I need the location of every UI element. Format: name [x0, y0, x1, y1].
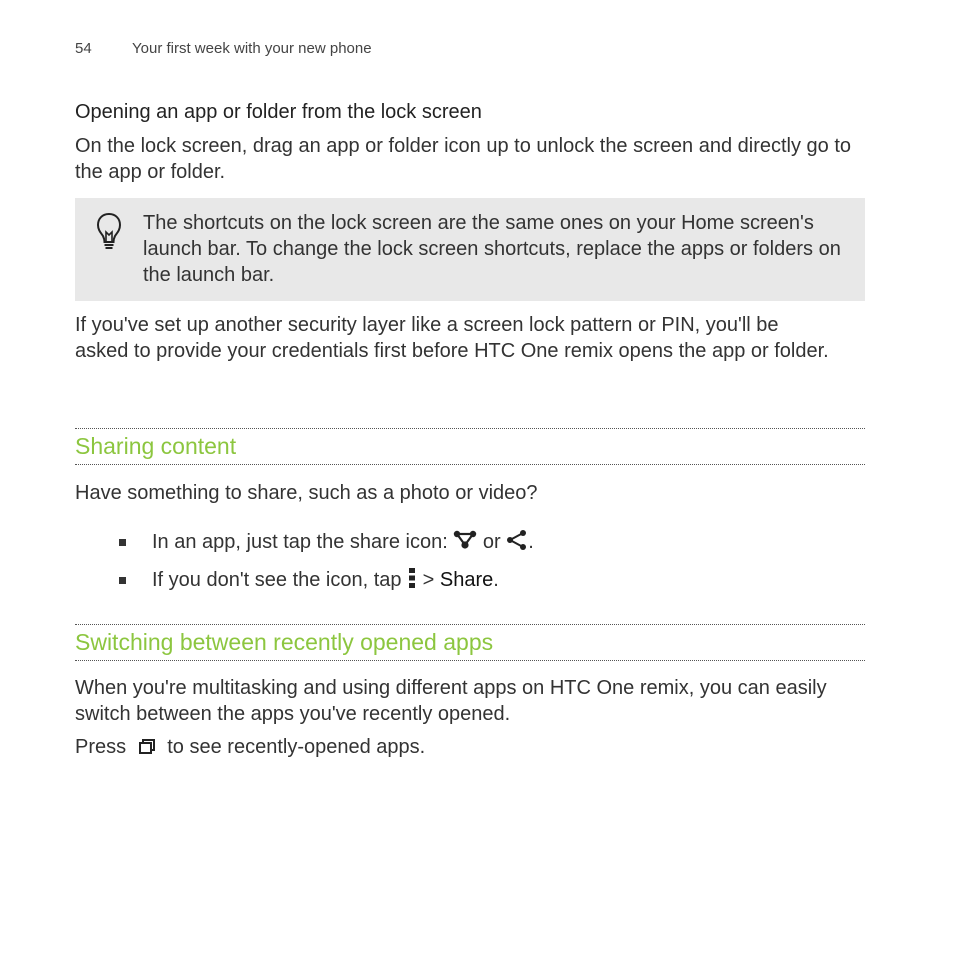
share-icon	[453, 529, 477, 551]
bullet-text: In an app, just tap the share icon:	[152, 531, 448, 553]
tip-text: The shortcuts on the lock screen are the same ones on your Home screen's launch bar. To change the lock screen shortcuts, replace the apps or folders on the launch bar.	[143, 212, 841, 286]
section-divider-bottom	[75, 660, 865, 661]
press-text-end: to see recently-opened apps.	[167, 736, 426, 758]
security-note: If you've set up another security layer like a screen lock pattern or PIN, you'll be asked to provide your credentials first before HTC One remix opens the app or folder.	[75, 314, 829, 362]
bullet-marker	[119, 539, 126, 546]
tip-box	[75, 198, 865, 301]
sharing-intro: Have something to share, such as a photo or video?	[75, 482, 538, 504]
press-text: Press	[75, 736, 127, 758]
section-divider-top	[75, 428, 865, 429]
press-recent-apps	[75, 734, 425, 760]
menu-dots-icon	[407, 567, 417, 589]
page-header	[75, 40, 372, 57]
section-divider-bottom	[75, 464, 865, 465]
lock-screen-intro: On the lock screen, drag an app or folder icon up to unlock the screen and directly go to the app or folder.	[75, 135, 852, 183]
bullet-text-end: .	[528, 531, 534, 553]
bullet-text-gt: >	[422, 569, 435, 591]
bullet-marker	[119, 577, 126, 584]
recent-apps-icon	[132, 736, 162, 756]
bullet-text: If you don't see the icon, tap	[152, 569, 402, 591]
chapter-title: Your first week with your new phone	[132, 40, 372, 57]
section-divider-top	[75, 624, 865, 625]
sharing-content-title: Sharing content	[75, 433, 237, 459]
lightbulb-icon	[95, 212, 123, 252]
switching-intro: When you're multitasking and using different apps on HTC One remix, you can easily switch between the apps you've recently opened.	[75, 677, 827, 725]
bullet-text-end: .	[493, 569, 499, 591]
share-menu-label: Share	[439, 569, 494, 591]
lock-screen-subheading: Opening an app or folder from the lock screen	[75, 101, 482, 123]
switching-apps-title: Switching between recently opened apps	[75, 629, 494, 655]
share-alt-icon	[506, 529, 528, 551]
bullet-text-or: or	[482, 531, 501, 553]
page-number: 54	[75, 40, 92, 57]
